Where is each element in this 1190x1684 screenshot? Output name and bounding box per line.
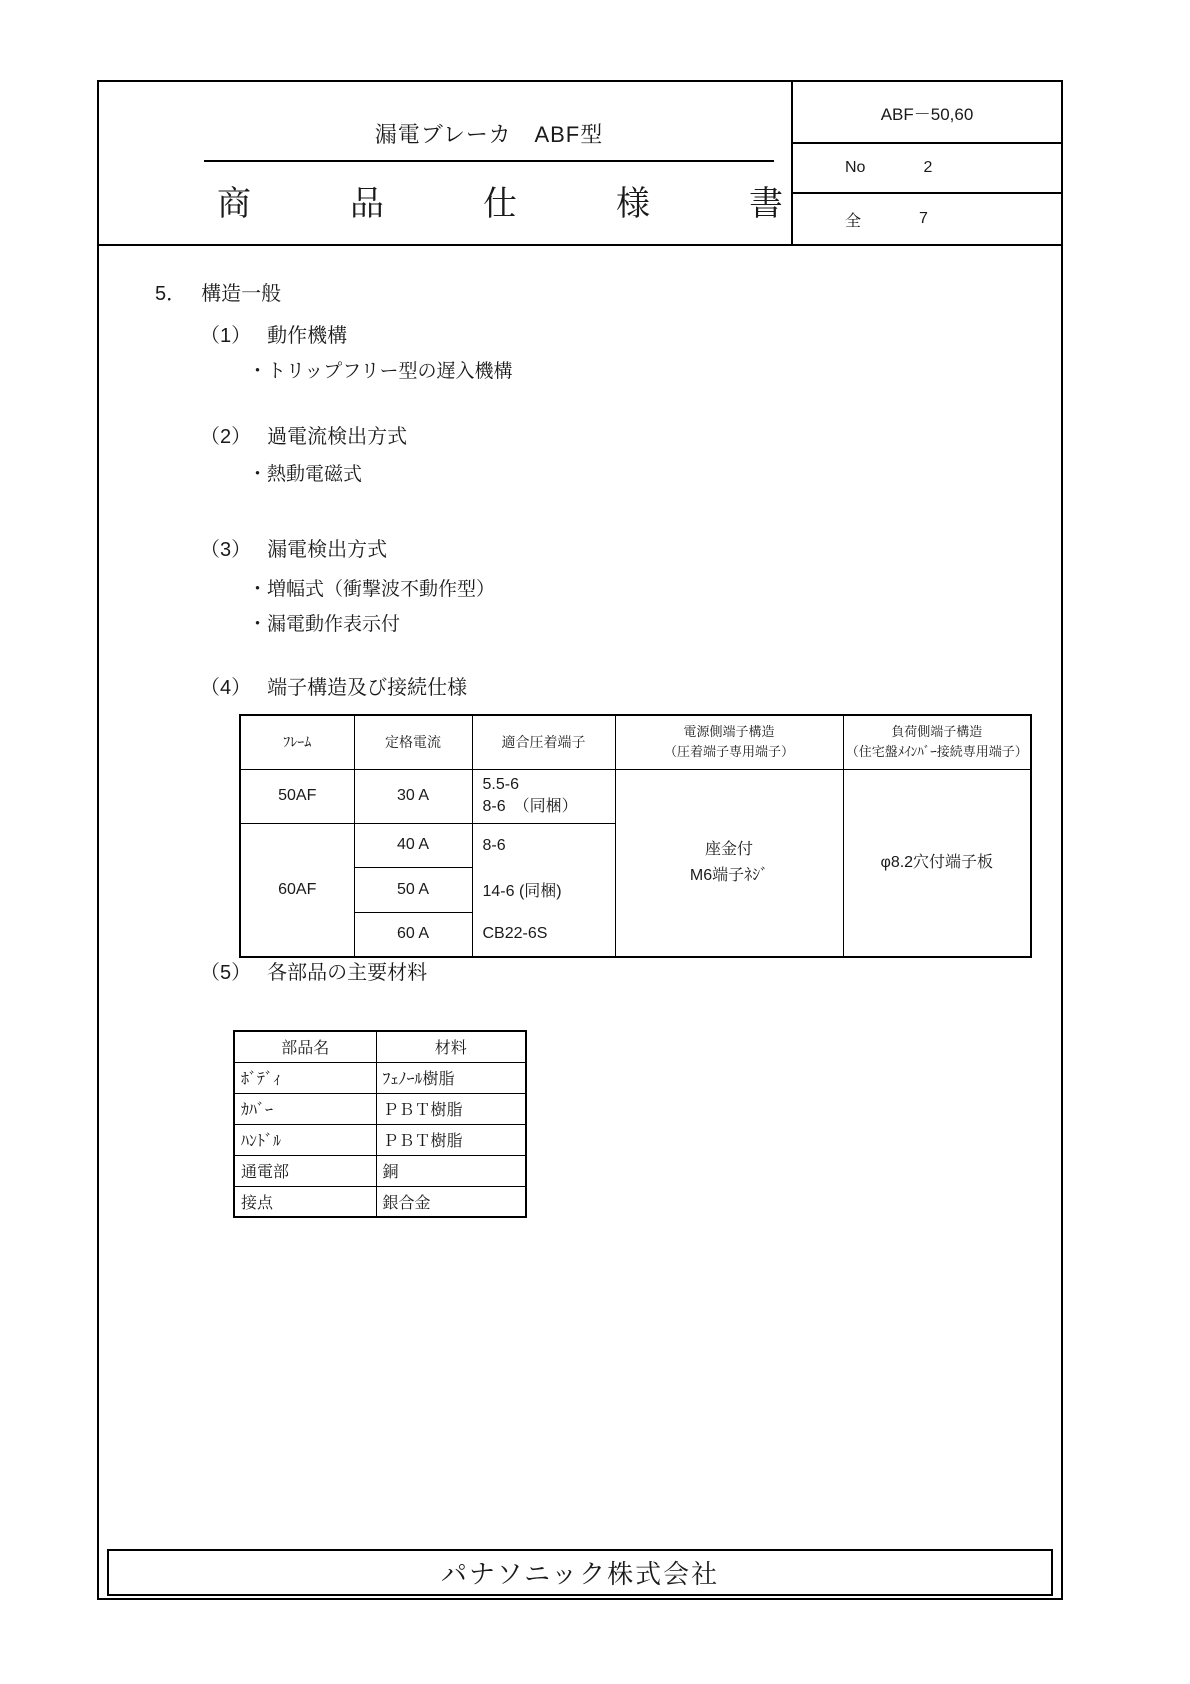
- material-cell: ＰＢＴ樹脂: [376, 1124, 526, 1155]
- materials-table: [233, 1030, 527, 1218]
- doc-title-char: 品: [350, 185, 384, 223]
- table-row: [234, 1062, 526, 1093]
- total-pages-row: [793, 194, 1061, 244]
- subsection-label: （4）: [200, 677, 252, 699]
- column-header-part-name: 部品名: [234, 1031, 376, 1062]
- subsection-heading-2: [200, 426, 407, 449]
- doc-title: [217, 176, 783, 225]
- column-header-rated-current: 定格電流: [354, 715, 472, 769]
- total-pages-label: 全: [845, 212, 862, 230]
- doc-title-char: 書: [749, 185, 783, 223]
- header-line: （圧着端子専用端子）: [663, 744, 794, 760]
- material-cell: 銀合金: [376, 1186, 526, 1217]
- table-row: [240, 769, 1031, 823]
- subsection-heading-4: [200, 677, 467, 700]
- table-row: [234, 1155, 526, 1186]
- frame-cell: 60AF: [240, 823, 354, 957]
- source-line: M6端子ﾈｼﾞ: [689, 866, 769, 884]
- table-row: [234, 1093, 526, 1124]
- section-number: 5．: [155, 283, 187, 305]
- material-cell: ＰＢＴ樹脂: [376, 1093, 526, 1124]
- crimp-line: 8-6: [482, 836, 506, 854]
- crimp-line: 14-6 (同梱): [482, 883, 562, 900]
- terminal-spec-table: [239, 714, 1032, 958]
- spec-sheet-header: [99, 82, 1061, 246]
- header-line: （住宅盤ﾒｲﾝﾊﾞｰ接続専用端子）: [845, 744, 1028, 760]
- part-cell: 接点: [234, 1186, 376, 1217]
- page-number-row: [793, 144, 1061, 194]
- crimp-line: CB22-6S: [482, 924, 548, 942]
- source-line: 座金付: [704, 840, 753, 858]
- part-cell: 通電部: [234, 1155, 376, 1186]
- current-cell: 30 A: [354, 769, 472, 823]
- subsection-title: 各部品の主要材料: [267, 962, 428, 984]
- column-header-load-side: [843, 715, 1031, 769]
- part-cell: ｶﾊﾞｰ: [234, 1093, 376, 1124]
- bullet-item: ・増幅式（衝撃波不動作型）: [248, 579, 496, 600]
- footer-company-box: [107, 1549, 1053, 1596]
- frame-cell: 50AF: [240, 769, 354, 823]
- crimp-cell: [472, 769, 615, 823]
- page-number-label: No: [845, 159, 866, 176]
- crimp-cell: [472, 823, 615, 957]
- table-header-row: [240, 715, 1031, 769]
- doc-title-char: 様: [616, 185, 650, 223]
- table-header-row: [234, 1031, 526, 1062]
- bullet-item: ・熱動電磁式: [248, 464, 363, 485]
- table-row: [234, 1124, 526, 1155]
- part-cell: ﾊﾝﾄﾞﾙ: [234, 1124, 376, 1155]
- part-cell: ﾎﾞﾃﾞｨ: [234, 1062, 376, 1093]
- product-line-title: 漏電ブレーカ ABF型: [374, 122, 604, 147]
- subsection-heading-3: [200, 539, 387, 562]
- header-title-cell: [99, 82, 791, 244]
- column-header-source-side: [615, 715, 843, 769]
- subsection-label: （5）: [200, 962, 252, 984]
- subsection-title: 漏電検出方式: [267, 539, 388, 561]
- table-row: [234, 1186, 526, 1217]
- model-number: ABF－50,60: [793, 82, 1061, 144]
- header-line: 負荷側端子構造: [891, 724, 983, 740]
- company-name: パナソニック株式会社: [440, 1559, 720, 1589]
- header-meta-column: [791, 82, 1061, 244]
- title-underline: [204, 160, 774, 162]
- crimp-line: 5.5-6: [482, 776, 519, 793]
- source-side-cell: [615, 769, 843, 957]
- page-number-value: 2: [923, 159, 933, 176]
- current-cell: 60 A: [354, 912, 472, 957]
- load-side-cell: φ8.2穴付端子板: [843, 769, 1031, 957]
- section-title: 構造一般: [201, 283, 282, 305]
- subsection-heading-5: [200, 962, 427, 985]
- column-header-crimp-terminal: 適合圧着端子: [472, 715, 615, 769]
- subsection-label: （3）: [200, 539, 252, 561]
- document-border: [97, 80, 1063, 1600]
- subsection-label: （2）: [200, 426, 252, 448]
- subsection-heading-1: [200, 325, 347, 348]
- subsection-title: 端子構造及び接続仕様: [267, 677, 468, 699]
- material-cell: 銅: [376, 1155, 526, 1186]
- total-pages-value: 7: [919, 210, 928, 227]
- bullet-item: ・トリップフリー型の遅入機構: [248, 361, 513, 382]
- subsection-title: 過電流検出方式: [267, 426, 408, 448]
- subsection-label: （1）: [200, 325, 252, 347]
- crimp-line: 8-6 （同梱）: [482, 798, 578, 815]
- material-cell: ﾌｪﾉｰﾙ樹脂: [376, 1062, 526, 1093]
- doc-title-char: 商: [217, 185, 251, 223]
- column-header-material: 材料: [376, 1031, 526, 1062]
- current-cell: 50 A: [354, 868, 472, 913]
- doc-title-char: 仕: [483, 185, 517, 223]
- bullet-item: ・漏電動作表示付: [248, 614, 401, 635]
- subsection-title: 動作機構: [267, 325, 348, 347]
- current-cell: 40 A: [354, 823, 472, 868]
- section-heading: [155, 283, 281, 306]
- column-header-frame: ﾌﾚｰﾑ: [240, 715, 354, 769]
- header-line: 電源側端子構造: [683, 724, 775, 740]
